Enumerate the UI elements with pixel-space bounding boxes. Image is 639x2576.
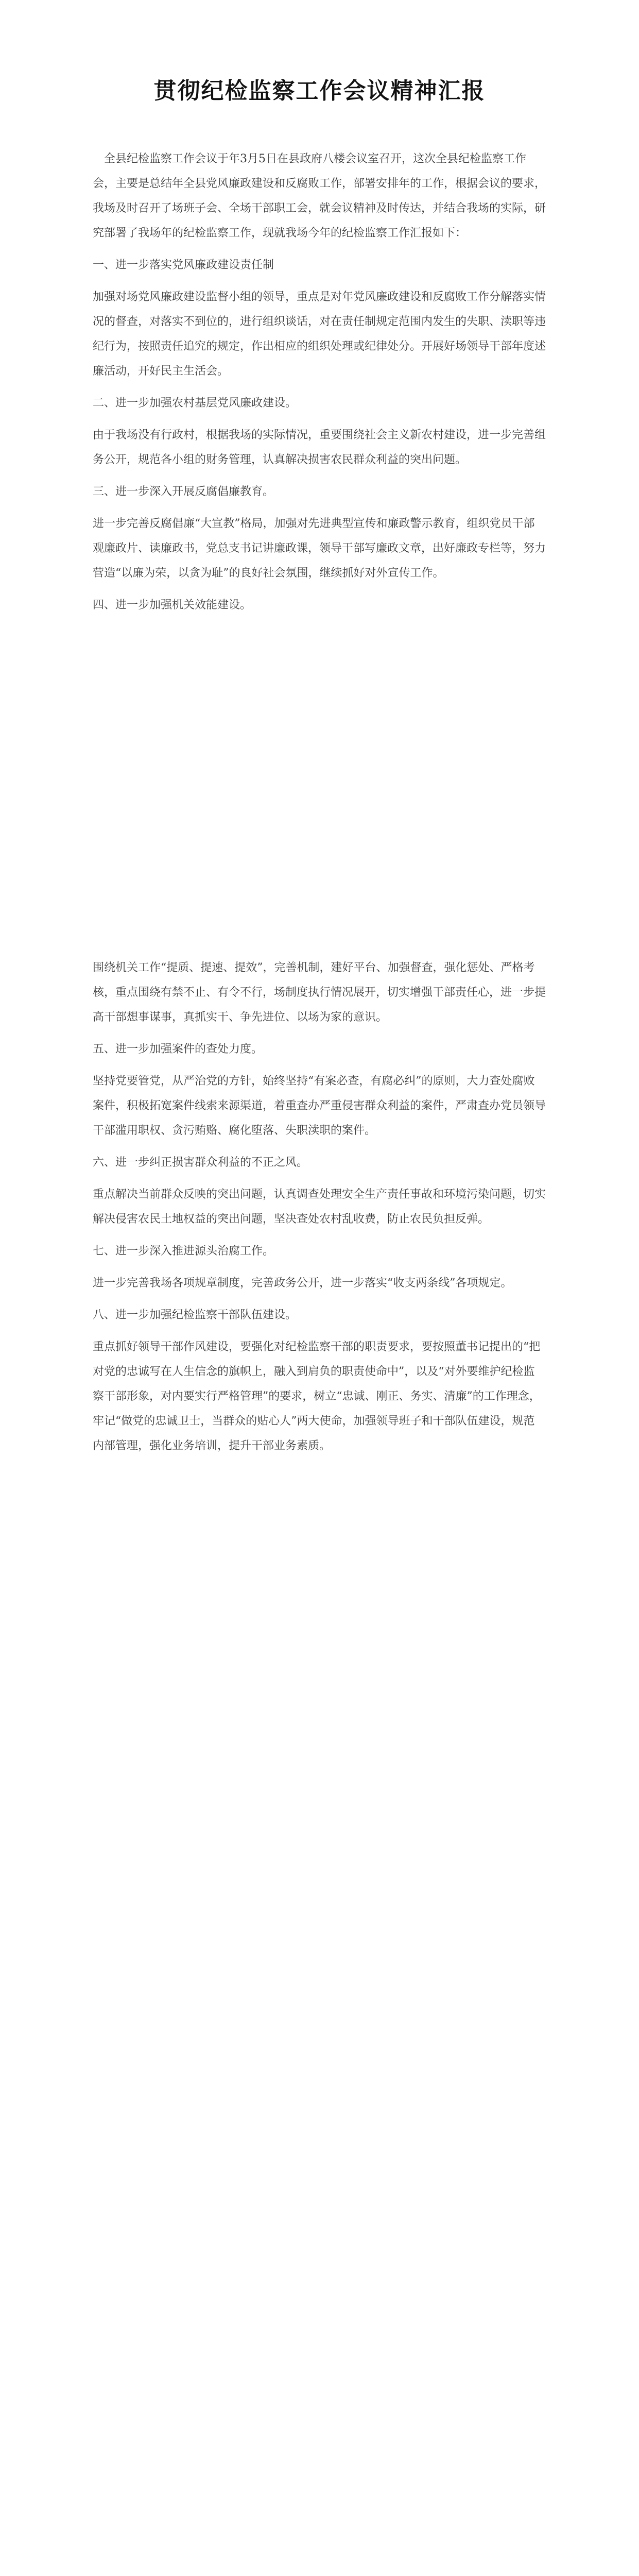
section-paragraph-5: 坚持党要管党，从严治党的方针，始终坚持“有案必查，有腐必纠”的原则，大力查处腐败案件，积极拓宽案件线索来源渠道，着重查办严重侵害群众利益的案件，严肃查办党员领导干部滥用职权、贪污贿赂、腐化堕落、失职渎职的案件。 [93, 1075, 546, 1137]
section-paragraph-7: 进一步完善我场各项规章制度，完善政务公开，进一步落实“收支两条线”各项规定。 [93, 1277, 512, 1290]
section-heading-3: 三、进一步深入开展反腐倡廉教育。 [93, 485, 274, 498]
intro-paragraph: 全县纪检监察工作会议于年3月5日在县政府八楼会议室召开，这次全县纪检监察工作会，主要是总结年全县党风廉政建设和反腐败工作，部署安排年的工作，根据会议的要求，我场及时召开了场班子会、全场干部职工会，就会议精神及时传达，并结合我场的实际，研究部署了我场年的纪检监察工作，现就我场今年的纪检监察工作汇报如下： [93, 152, 546, 240]
section-heading-7: 七、进一步深入推进源头治腐工作。 [93, 1245, 274, 1258]
report-body-part2 [93, 956, 546, 1466]
section-paragraph-3: 进一步完善反腐倡廉“大宣教”格局，加强对先进典型宣传和廉政警示教育，组织党员干部观廉政片、读廉政书，党总支书记讲廉政课，领导干部写廉政文章，出好廉政专栏等，努力营造“以廉为荣，以贪为耻”的良好社会氛围，继续抓好对外宣传工作。 [93, 517, 546, 580]
page-title: 贯彻纪检监察工作会议精神汇报 [153, 78, 486, 104]
section-paragraph-4: 围绕机关工作“提质、提速、提效”，完善机制，建好平台、加强督查，强化惩处、严格考核，重点围绕有禁不止、有令不行，场制度执行情况展开，切实增强干部责任心，进一步提高干部想事谋事，真抓实干、争先进位、以场为家的意识。 [93, 961, 546, 1024]
section-heading-2: 二、进一步加强农村基层党风廉政建设。 [93, 397, 297, 410]
report-body-part1 [93, 147, 546, 625]
section-heading-8: 八、进一步加强纪检监察干部队伍建设。 [93, 1309, 297, 1321]
section-heading-4: 四、进一步加强机关效能建设。 [93, 599, 252, 612]
section-paragraph-1: 加强对场党风廉政建设监督小组的领导，重点是对年党风廉政建设和反腐败工作分解落实情况的督查，对落实不到位的，进行组织谈话，对在责任制规定范围内发生的失职、渎职等违纪行为，按照责任追究的规定，作出相应的组织处理或纪律处分。开展好场领导干部年度述廉活动，开好民主生活会。 [93, 291, 546, 378]
section-heading-5: 五、进一步加强案件的查处力度。 [93, 1043, 263, 1056]
section-paragraph-8: 重点抓好领导干部作风建设，要强化对纪检监察干部的职责要求，要按照董书记提出的“把对党的忠诚写在人生信念的旗帜上，融入到肩负的职责使命中”，以及“对外要维护纪检监察干部形象，对内要实行严格管理”的要求，树立“忠诚、刚正、务实、清廉”的工作理念，牢记“做党的忠诚卫士，当群众的贴心人”两大使命，加强领导班子和干部队伍建设，规范内部管理，强化业务培训，提升干部业务素质。 [93, 1341, 541, 1452]
section-paragraph-2: 由于我场没有行政村，根据我场的实际情况，重要围绕社会主义新农村建设，进一步完善组务公开，规范各小组的财务管理，认真解决损害农民群众利益的突出问题。 [93, 429, 546, 466]
section-heading-1: 一、进一步落实党风廉政建设责任制 [93, 259, 274, 272]
section-heading-6: 六、进一步纠正损害群众利益的不正之风。 [93, 1156, 308, 1169]
section-paragraph-6: 重点解决当前群众反映的突出问题，认真调查处理安全生产责任事故和环境污染问题，切实解决侵害农民土地权益的突出问题，坚决查处农村乱收费，防止农民负担反弹。 [93, 1188, 546, 1226]
